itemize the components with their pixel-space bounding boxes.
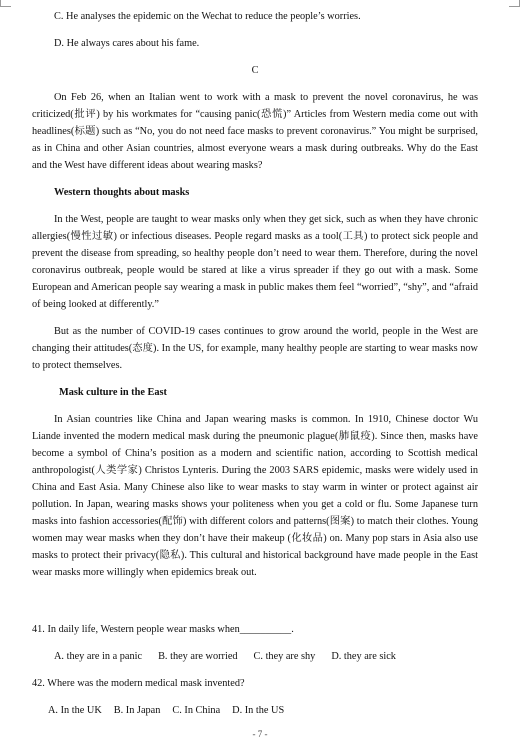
question-42-choices (32, 702, 478, 719)
previous-option-d: D. He always cares about his fame. (54, 38, 200, 49)
page-number: - 7 - (252, 729, 268, 739)
question-41-option-a[interactable]: A. they are in a panic (54, 651, 143, 662)
intro-paragraph: On Feb 26, when an Italian went to work with a mask to prevent the novel coronavirus, he was criticized(批评) by his workmates for “causing panic(恐慌)” Articles from Western media come out with headlines(标题) such as “No, you do not need face masks to prevent coronavirus.” You might be surprised, as in China and other Asian countries, almost everyone wears a mask during outbreaks. Why do the East and the West have different ideas about wearing masks? (32, 92, 478, 171)
question-42-option-d[interactable]: D. In the US (232, 705, 285, 716)
west-paragraph-1: In the West, people are taught to wear masks only when they get sick, such as when they have chronic allergies(慢性过敏) or infectious diseases. People regard masks as a tool(工具) to protect sick people and prevent the disease from spreading, so healthy people don’t need to wear them. Therefore, during the novel coronavirus outbreak, people would be stared at like a virus spreader if they go out with a mask. Some European and American people say wearing a mask in public makes them feel “worried”, “shy”, and “afraid of being looked at differently.” (32, 214, 478, 310)
heading-mask-culture-east: Mask culture in the East (59, 387, 167, 398)
question-41-option-c[interactable]: C. they are shy (253, 651, 316, 662)
question-41-option-d[interactable]: D. they are sick (331, 651, 396, 662)
question-42-option-c[interactable]: C. In China (172, 705, 221, 716)
previous-option-c: C. He analyses the epidemic on the Wechat to reduce the people’s worries. (54, 11, 361, 22)
question-41-option-b[interactable]: B. they are worried (158, 651, 238, 662)
question-42-option-b[interactable]: B. In Japan (113, 705, 161, 716)
heading-western-thoughts: Western thoughts about masks (54, 187, 190, 198)
question-42-stem: 42. Where was the modern medical mask invented? (32, 678, 245, 689)
question-41-stem: 41. In daily life, Western people wear masks when__________. (32, 624, 294, 635)
west-paragraph-2: But as the number of COVID-19 cases continues to grow around the world, people in the West are changing their attitudes(态度). In the US, for example, many healthy people are starting to wear masks now to protect themselves. (32, 326, 478, 371)
question-41-choices (32, 648, 478, 665)
page-corner-mark-right (509, 0, 520, 7)
spacer (32, 591, 478, 621)
document-page (32, 8, 478, 729)
question-42-option-a[interactable]: A. In the UK (48, 705, 102, 716)
page-corner-mark-left (0, 0, 11, 7)
east-paragraph-1: In Asian countries like China and Japan wearing masks is common. In 1910, Chinese doctor Wu Liande invented the modern medical mask during the pneumonic plague(肺鼠疫). Since then, masks have become a symbol of China’s position as a modern and scientific nation, according to Scottish medical anthropologist(人类学家) Christos Lynteris. During the 2003 SARS epidemic, masks were widely used in China and East Asia. Many Chinese also like to wear masks to stay warm in winter or protect against air pollution. In Japan, wearing masks shows your politeness when you get a cold or flu. Some Japanese turn masks into fashion accessories(配饰) with different colors and patterns(图案) to match their clothes. Young women may wear masks when they don’t have their makeup (化妆品) on. Many pop stars in Asia also use masks to protect their privacy(隐私). This cultural and historical background have made people in the East wear masks more willingly when epidemics break out. (32, 414, 478, 578)
section-letter: C (251, 65, 259, 76)
